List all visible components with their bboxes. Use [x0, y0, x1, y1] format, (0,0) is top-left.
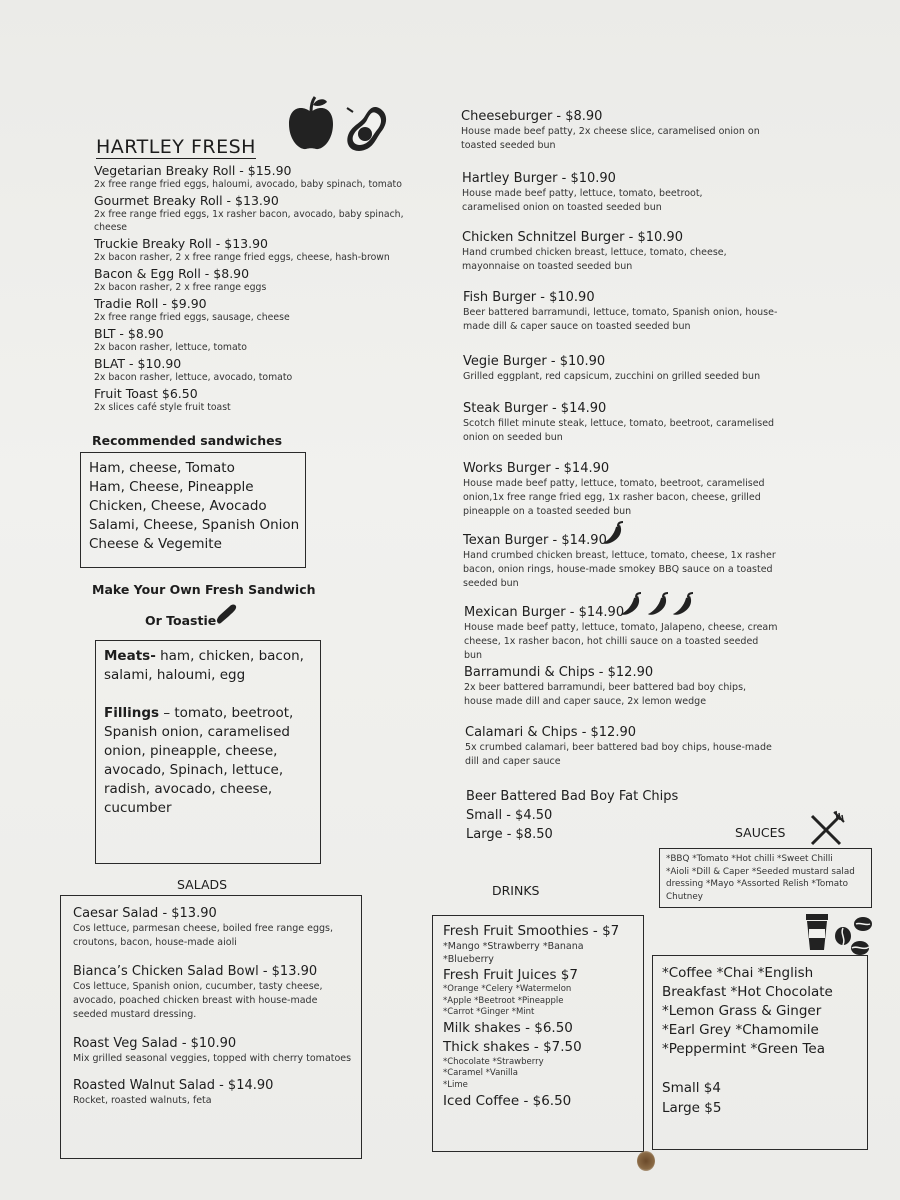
item-desc: 2x slices café style fruit toast	[94, 402, 231, 413]
drinks-box	[432, 915, 644, 1152]
menu-item	[94, 296, 414, 324]
burger-item	[461, 109, 761, 153]
sandwich-item: Salami, Cheese, Spanish Onion	[89, 517, 300, 533]
fillings-text: radish, avocado, cheese,	[104, 781, 273, 797]
burger-item	[463, 354, 783, 384]
sauces-heading: SAUCES	[735, 825, 786, 840]
drinks-heading: DRINKS	[492, 883, 540, 898]
drink-flavours: *Lime	[443, 1079, 468, 1090]
item-desc: Beer battered barramundi, lettuce, tomato, Spanish onion, house-made dill & caper sauce on toasted seeded bun	[463, 307, 778, 332]
item-name: Works Burger - $14.90	[463, 461, 610, 476]
toastie-heading: Or Toastie	[145, 613, 217, 628]
pickle-icon	[214, 603, 238, 625]
meats-label: Meats-	[104, 648, 156, 664]
sauce-line: dressing *Mayo *Assorted Relish *Tomato	[666, 879, 848, 889]
fillings-text: avocado, Spinach, lettuce,	[104, 762, 284, 778]
salad-name: Roast Veg Salad - $10.90	[73, 1036, 237, 1051]
item-name: Truckie Breaky Roll - $13.90	[94, 236, 268, 251]
item-name: Tradie Roll - $9.90	[94, 296, 207, 311]
recommended-heading: Recommended sandwiches	[92, 433, 283, 448]
hot-drink-line: Breakfast *Hot Chocolate	[662, 984, 833, 1000]
drink-iced: Iced Coffee - $6.50	[443, 1093, 572, 1109]
coffee-cup-icon	[804, 912, 830, 952]
chilli-icon	[647, 592, 671, 618]
recommended-box	[80, 452, 306, 568]
sandwich-item: Ham, Cheese, Pineapple	[89, 479, 254, 495]
drink-flavours: *Caramel *Vanilla	[443, 1068, 518, 1078]
drink-thick: Thick shakes - $7.50	[443, 1038, 582, 1055]
sauce-line: *Aioli *Dill & Caper *Seeded mustard salad	[666, 866, 855, 877]
item-name: Bacon & Egg Roll - $8.90	[94, 266, 250, 281]
item-desc: House made beef patty, lettuce, tomato, beetroot, caramelised onion,1x free range fried egg, 1x rasher bacon, cheese, grilled pineapple on a toasted seeded bun	[463, 478, 765, 517]
sauce-line: Chutney	[666, 891, 703, 902]
burger-item	[464, 665, 776, 709]
chilli-icon	[602, 521, 626, 547]
sauces-box	[659, 848, 872, 908]
item-desc: 2x beer battered barramundi, beer battered bad boy chips, house made dill and caper sauce, 2x lemon wedge	[464, 682, 747, 707]
make-own-box	[95, 640, 321, 864]
drink-smoothies: Fresh Fruit Smoothies - $7	[443, 923, 620, 939]
item-desc: 2x free range fried eggs, haloumi, avocado, baby spinach, tomato	[94, 179, 402, 190]
fillings-text: – tomato, beetroot,	[159, 705, 294, 721]
item-desc: House made beef patty, lettuce, tomato, beetroot, caramelised onion on toasted seeded bun	[462, 188, 703, 213]
item-desc: 2x bacon rasher, lettuce, tomato	[94, 342, 247, 353]
drink-flavours: *Chocolate *Strawberry	[443, 1056, 544, 1067]
chips-name: Beer Battered Bad Boy Fat Chips	[466, 789, 679, 804]
salad-desc: Cos lettuce, Spanish onion, cucumber, tasty cheese, avocado, poached chicken breast with house-made seeded mustard dressing.	[73, 981, 323, 1020]
fillings-text: onion, pineapple, cheese,	[104, 743, 278, 759]
fillings-text: cucumber	[104, 800, 172, 816]
drink-juices: Fresh Fruit Juices $7	[443, 967, 578, 983]
chilli-icon	[620, 592, 644, 618]
item-desc: Grilled eggplant, red capsicum, zucchini on grilled seeded bun	[463, 371, 761, 382]
chips-section	[466, 788, 678, 844]
item-desc: 5x crumbed calamari, beer battered bad boy chips, house-made dill and caper sauce	[465, 742, 772, 767]
item-name: Mexican Burger - $14.90	[464, 605, 625, 620]
hot-drink-line: *Peppermint *Green Tea	[662, 1041, 825, 1057]
menu-item	[94, 193, 414, 234]
item-desc: Hand crumbed chicken breast, lettuce, tomato, cheese, mayonnaise on toasted seeded bun	[462, 247, 727, 272]
drink-milk: Milk shakes - $6.50	[443, 1019, 573, 1036]
salad-name: Bianca’s Chicken Salad Bowl - $13.90	[73, 964, 318, 979]
avocado-icon	[343, 104, 391, 154]
item-name: Barramundi & Chips - $12.90	[464, 665, 654, 680]
breakfast-section	[94, 163, 414, 414]
item-name: Hartley Burger - $10.90	[462, 171, 616, 186]
item-name: Fish Burger - $10.90	[463, 290, 595, 305]
item-name: Cheeseburger - $8.90	[461, 109, 603, 124]
item-name: Vegetarian Breaky Roll - $15.90	[94, 163, 292, 178]
meats-line	[104, 647, 304, 666]
sandwich-item: Chicken, Cheese, Avocado	[89, 498, 267, 514]
item-desc: 2x bacon rasher, 2 x free range eggs	[94, 282, 267, 293]
hot-drinks-box	[652, 955, 868, 1150]
coffee-beans-icon	[832, 914, 876, 958]
salads-heading: SALADS	[177, 877, 228, 892]
drink-flavours: *Orange *Celery *Watermelon	[443, 984, 572, 994]
hot-drink-line: *Earl Grey *Chamomile	[662, 1022, 819, 1038]
item-desc: 2x bacon rasher, 2 x free range fried eggs, cheese, hash-brown	[94, 252, 390, 263]
salad-desc: Cos lettuce, parmesan cheese, boiled free range eggs, croutons, bacon, house-made aioli	[73, 923, 334, 948]
fillings-text: Spanish onion, caramelised	[104, 724, 290, 740]
item-desc: House made beef patty, 2x cheese slice, caramelised onion on toasted seeded bun	[461, 126, 760, 151]
item-desc: House made beef patty, lettuce, tomato, Jalapeno, cheese, cream cheese, 1x rasher bacon, hot chilli sauce on a toasted seeded bun	[464, 622, 778, 661]
burger-item	[462, 171, 762, 215]
burger-item	[463, 401, 778, 445]
make-own-heading: Make Your Own Fresh Sandwich	[92, 582, 316, 597]
menu-item	[94, 236, 414, 264]
salads-box	[60, 895, 362, 1159]
hot-drink-small: Small $4	[662, 1080, 721, 1096]
meats-text: ham, chicken, bacon,	[155, 648, 304, 664]
item-desc: Hand crumbed chicken breast, lettuce, tomato, cheese, 1x rasher bacon, onion rings, house-made smokey BBQ sauce on a toasted seeded bun	[463, 550, 776, 589]
burger-item	[463, 461, 775, 519]
salad-name: Roasted Walnut Salad - $14.90	[73, 1078, 274, 1093]
sandwich-item: Ham, cheese, Tomato	[89, 460, 235, 476]
chips-large: Large - $8.50	[466, 827, 553, 842]
item-desc: 2x bacon rasher, lettuce, avocado, tomato	[94, 372, 293, 383]
item-name: Vegie Burger - $10.90	[463, 354, 606, 369]
menu-item	[94, 386, 414, 414]
salad-desc: Rocket, roasted walnuts, feta	[73, 1095, 212, 1106]
salad-desc: Mix grilled seasonal veggies, topped with cherry tomatoes	[73, 1053, 352, 1064]
salad-name: Caesar Salad - $13.90	[73, 906, 217, 921]
apple-icon	[287, 96, 335, 152]
sauce-line: *BBQ *Tomato *Hot chilli *Sweet Chilli	[666, 854, 833, 864]
item-desc: 2x free range fried eggs, 1x rasher bacon, avocado, baby spinach, cheese	[94, 209, 404, 233]
item-desc: 2x free range fried eggs, sausage, cheese	[94, 312, 290, 323]
fillings-line	[104, 704, 304, 723]
item-name: BLAT - $10.90	[94, 356, 182, 371]
item-name: BLT - $8.90	[94, 326, 164, 341]
drink-flavours: *Apple *Beetroot *Pineapple	[443, 995, 564, 1006]
cutlery-icon	[806, 810, 846, 850]
menu-item	[94, 163, 414, 191]
item-desc: Scotch fillet minute steak, lettuce, tomato, beetroot, caramelised onion on seeded bun	[463, 418, 775, 443]
drink-flavours: *Mango *Strawberry *Banana	[443, 941, 584, 952]
menu-title: HARTLEY FRESH	[96, 136, 256, 158]
item-name: Gourmet Breaky Roll - $13.90	[94, 193, 279, 208]
hot-drink-line: *Coffee *Chai *English	[662, 965, 814, 981]
hot-drink-large: Large $5	[662, 1100, 722, 1116]
item-name: Steak Burger - $14.90	[463, 401, 607, 416]
menu-item	[94, 326, 414, 354]
hot-drink-line: *Lemon Grass & Ginger	[662, 1003, 822, 1019]
sandwich-item: Cheese & Vegemite	[89, 536, 222, 552]
item-name: Calamari & Chips - $12.90	[465, 725, 637, 740]
meats-text: salami, haloumi, egg	[104, 667, 246, 683]
chilli-icon	[672, 592, 696, 618]
burger-item	[465, 725, 785, 769]
burger-item	[463, 290, 778, 334]
item-name: Fruit Toast $6.50	[94, 386, 198, 401]
item-name: Texan Burger - $14.90	[463, 533, 607, 548]
menu-item	[94, 356, 414, 384]
menu-item	[94, 266, 414, 294]
drink-flavours: *Blueberry	[443, 954, 494, 965]
coffee-stain	[637, 1151, 655, 1171]
drink-flavours: *Carrot *Ginger *Mint	[443, 1007, 535, 1017]
burger-item	[462, 230, 782, 274]
chips-small: Small - $4.50	[466, 808, 553, 823]
fillings-label: Fillings	[104, 705, 160, 721]
item-name: Chicken Schnitzel Burger - $10.90	[462, 230, 683, 245]
